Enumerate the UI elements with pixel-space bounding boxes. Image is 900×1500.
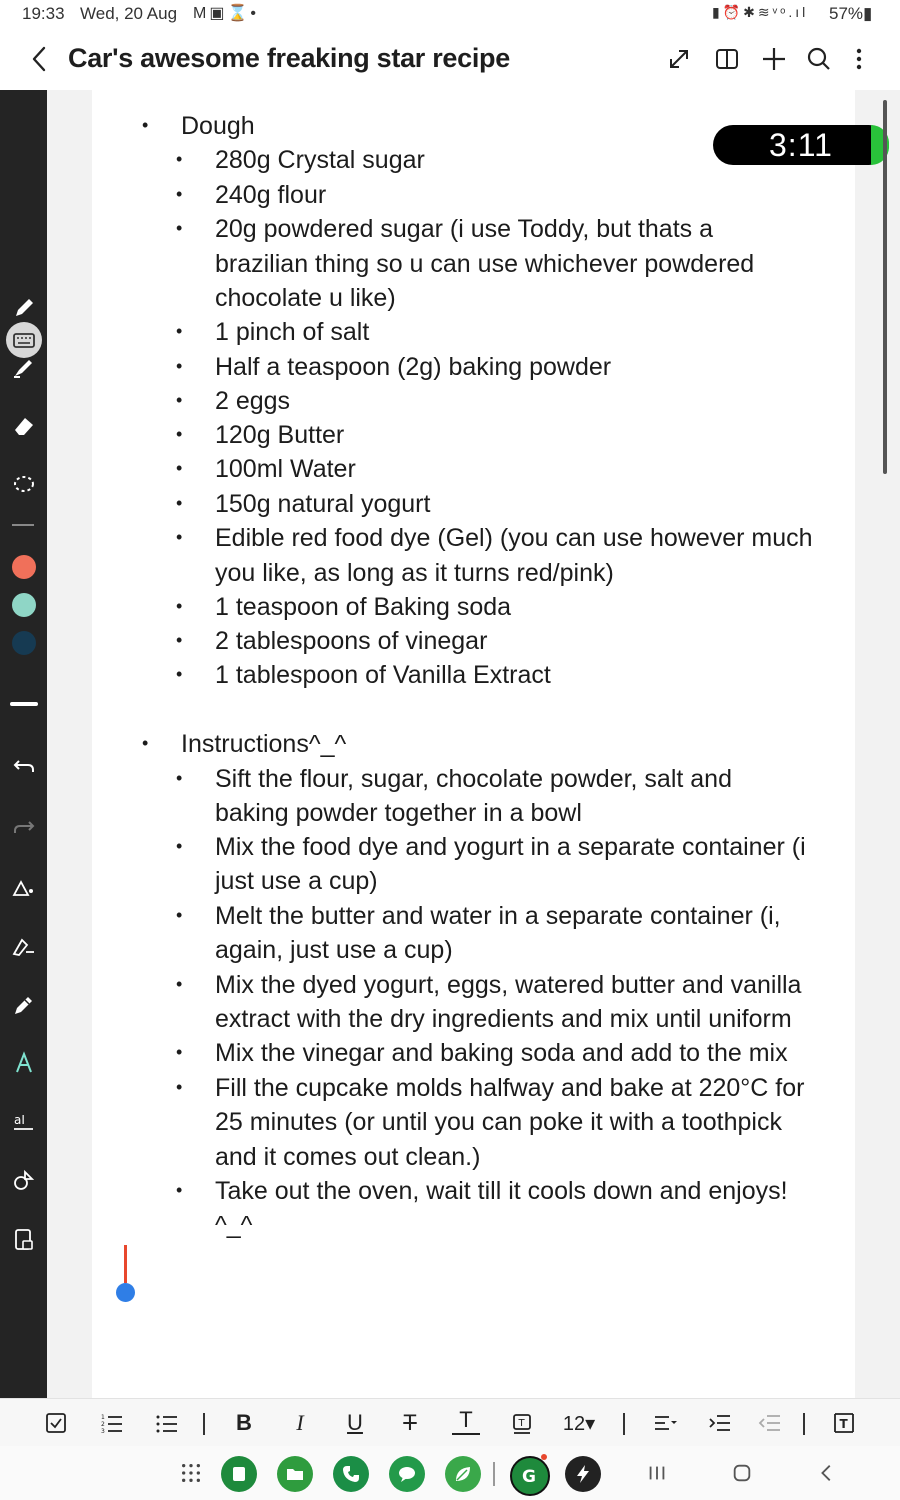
note-line: 1 pinch of salt xyxy=(215,318,370,346)
note-line: Sift the flour, sugar, chocolate powder, salt and xyxy=(215,765,732,793)
notes-app-icon[interactable] xyxy=(221,1456,257,1492)
bullet-marker: • xyxy=(176,836,183,856)
bullet-marker: • xyxy=(176,1077,183,1097)
bullet-marker: • xyxy=(176,458,183,478)
app-drawer-icon[interactable] xyxy=(178,1458,204,1488)
svg-text:3: 3 xyxy=(101,1428,105,1435)
bullet-marker: • xyxy=(176,184,183,204)
note-line: chocolate u like) xyxy=(215,284,396,312)
svg-text:T: T xyxy=(839,1417,848,1431)
timer-value: 3:11 xyxy=(769,127,833,163)
recent-apps-icon[interactable] xyxy=(645,1458,669,1488)
home-icon[interactable] xyxy=(730,1458,754,1488)
pen-thickness-indicator[interactable] xyxy=(10,702,38,706)
note-line: Mix the dyed yogurt, eggs, watered butter and vanilla xyxy=(215,971,802,999)
cursor-handle[interactable] xyxy=(116,1283,135,1302)
note-line: 240g flour xyxy=(215,181,327,209)
underline-button[interactable]: U xyxy=(347,1410,363,1435)
note-line: 25 minutes (or until you can poke it with a toothpick xyxy=(215,1108,782,1136)
note-line: and it comes out clean.) xyxy=(215,1143,481,1171)
navigation-bar xyxy=(0,1446,900,1500)
note-line: again, just use a cup) xyxy=(215,936,453,964)
bullet-marker: • xyxy=(176,905,183,925)
svg-text:G: G xyxy=(522,1467,536,1487)
note-line: Take out the oven, wait till it cools down and enjoys! xyxy=(215,1177,788,1205)
note-line: 120g Butter xyxy=(215,421,345,449)
outdent-icon[interactable] xyxy=(756,1407,784,1439)
pen-toolbar xyxy=(0,90,47,1398)
numbered-list-icon[interactable] xyxy=(98,1407,126,1439)
phone-app-icon[interactable] xyxy=(333,1456,369,1492)
bold-button[interactable]: B xyxy=(236,1410,252,1435)
pen-icon[interactable] xyxy=(8,292,40,324)
indent-icon[interactable] xyxy=(706,1407,734,1439)
note-line: 150g natural yogurt xyxy=(215,490,431,518)
format-divider xyxy=(203,1413,205,1435)
strikethrough-button[interactable]: T xyxy=(403,1410,417,1435)
font-size-select[interactable]: 12▾ xyxy=(562,1412,596,1435)
book-view-icon[interactable] xyxy=(710,42,744,76)
svg-text:aI: aI xyxy=(14,1113,25,1127)
text-recognition-icon[interactable] xyxy=(8,1047,40,1079)
note-line: just use a cup) xyxy=(215,867,378,895)
dock-divider xyxy=(493,1462,495,1486)
bullet-list-icon[interactable] xyxy=(153,1407,181,1439)
leaf-app-icon[interactable] xyxy=(445,1456,481,1492)
lasso-select-icon[interactable] xyxy=(8,469,40,501)
status-bar xyxy=(0,0,900,30)
bullet-marker: • xyxy=(176,424,183,444)
pen-color-navy[interactable] xyxy=(12,631,36,655)
text-color-button[interactable]: T xyxy=(452,1407,480,1435)
bullet-marker: • xyxy=(176,149,183,169)
floating-timer[interactable] xyxy=(713,125,889,165)
text-style-icon[interactable] xyxy=(830,1407,858,1439)
bullet-marker: • xyxy=(176,321,183,341)
note-line: 2 tablespoons of vinegar xyxy=(215,627,488,655)
bullet-marker: • xyxy=(176,218,183,238)
note-line: brazilian thing so u can use whichever powdered xyxy=(215,250,755,278)
svg-text:1: 1 xyxy=(101,1414,105,1421)
notification-icons: M▣⌛• xyxy=(193,5,259,22)
pen-color-mint[interactable] xyxy=(12,593,36,617)
text-box-icon[interactable] xyxy=(508,1407,536,1439)
bullet-marker: • xyxy=(176,356,183,376)
format-divider xyxy=(803,1413,805,1435)
note-line: Edible red food dye (Gel) (you can use however much xyxy=(215,524,813,552)
bolt-app-icon[interactable] xyxy=(565,1456,601,1492)
files-app-icon[interactable] xyxy=(277,1456,313,1492)
search-icon[interactable] xyxy=(802,42,836,76)
page-title: Car's awesome freaking star recipe xyxy=(68,43,510,73)
app-notification-dot xyxy=(541,1454,547,1460)
eraser-icon[interactable] xyxy=(8,410,40,442)
add-icon[interactable] xyxy=(757,42,791,76)
lock-page-icon[interactable] xyxy=(8,1224,40,1256)
status-time: 19:33 xyxy=(22,4,65,23)
text-size-icon[interactable] xyxy=(8,1106,40,1138)
toolbar-divider xyxy=(12,524,34,526)
note-line: 20g powdered sugar (i use Toddy, but thats a xyxy=(215,215,714,243)
redo-icon[interactable] xyxy=(8,811,40,843)
bullet-marker: • xyxy=(176,664,183,684)
shapes-icon[interactable] xyxy=(8,1165,40,1197)
note-line: Fill the cupcake molds halfway and bake at 220°C for xyxy=(215,1074,805,1102)
note-line: Mix the vinegar and baking soda and add to the mix xyxy=(215,1039,788,1067)
bullet-marker: • xyxy=(176,596,183,616)
note-line: extract with the dry ingredients and mix until uniform xyxy=(215,1005,792,1033)
svg-text:T: T xyxy=(518,1418,525,1429)
messages-app-icon[interactable] xyxy=(389,1456,425,1492)
format-toolbar xyxy=(0,1398,900,1447)
note-line: Mix the food dye and yogurt in a separate container (i xyxy=(215,833,806,861)
handwriting-icon[interactable] xyxy=(8,930,40,962)
bullet-marker: • xyxy=(142,733,149,753)
note-line: 100ml Water xyxy=(215,455,356,483)
bullet-marker: • xyxy=(176,390,183,410)
undo-icon[interactable] xyxy=(8,750,40,782)
highlighter-icon[interactable] xyxy=(8,351,40,383)
bullet-marker: • xyxy=(176,768,183,788)
note-line: baking powder together in a bowl xyxy=(215,799,582,827)
note-line: 1 tablespoon of Vanilla Extract xyxy=(215,661,551,689)
checkbox-list-icon[interactable] xyxy=(42,1407,70,1439)
italic-button[interactable]: I xyxy=(296,1410,304,1435)
bullet-marker: • xyxy=(176,974,183,994)
note-line: Half a teaspoon (2g) baking powder xyxy=(215,353,612,381)
more-options-icon[interactable] xyxy=(842,42,876,76)
note-line: you like, as long as it turns red/pink) xyxy=(215,559,614,587)
note-line: ^_^ xyxy=(215,1211,253,1239)
scrollbar[interactable] xyxy=(883,100,887,474)
system-icons: ▮⏰✱≋ᵛᵒ.ıl xyxy=(712,4,809,20)
back-arrow-icon[interactable] xyxy=(26,42,52,76)
bullet-marker: • xyxy=(176,493,183,513)
section-heading: Dough xyxy=(181,112,255,140)
grammar-app-icon[interactable] xyxy=(510,1456,550,1496)
bullet-marker: • xyxy=(142,115,149,135)
back-icon[interactable] xyxy=(815,1458,839,1488)
pencil-icon[interactable] xyxy=(8,989,40,1021)
note-line: Melt the butter and water in a separate container (i, xyxy=(215,902,781,930)
note-line: 280g Crystal sugar xyxy=(215,146,425,174)
battery-level: 57%▮ xyxy=(829,4,873,23)
bullet-marker: • xyxy=(176,630,183,650)
bullet-marker: • xyxy=(176,1180,183,1200)
svg-text:2: 2 xyxy=(101,1421,105,1428)
align-icon[interactable] xyxy=(648,1407,682,1439)
app-header xyxy=(0,30,900,90)
note-line: 2 eggs xyxy=(215,387,291,415)
bullet-marker: • xyxy=(176,527,183,547)
text-cursor xyxy=(124,1245,127,1283)
section-heading: Instructions^_^ xyxy=(181,730,347,758)
pen-color-coral[interactable] xyxy=(12,555,36,579)
expand-icon[interactable] xyxy=(662,42,696,76)
status-date: Wed, 20 Aug xyxy=(80,4,178,23)
shape-pen-icon[interactable] xyxy=(8,871,40,903)
format-divider xyxy=(623,1413,625,1435)
note-line: 1 teaspoon of Baking soda xyxy=(215,593,512,621)
bullet-marker: • xyxy=(176,1042,183,1062)
